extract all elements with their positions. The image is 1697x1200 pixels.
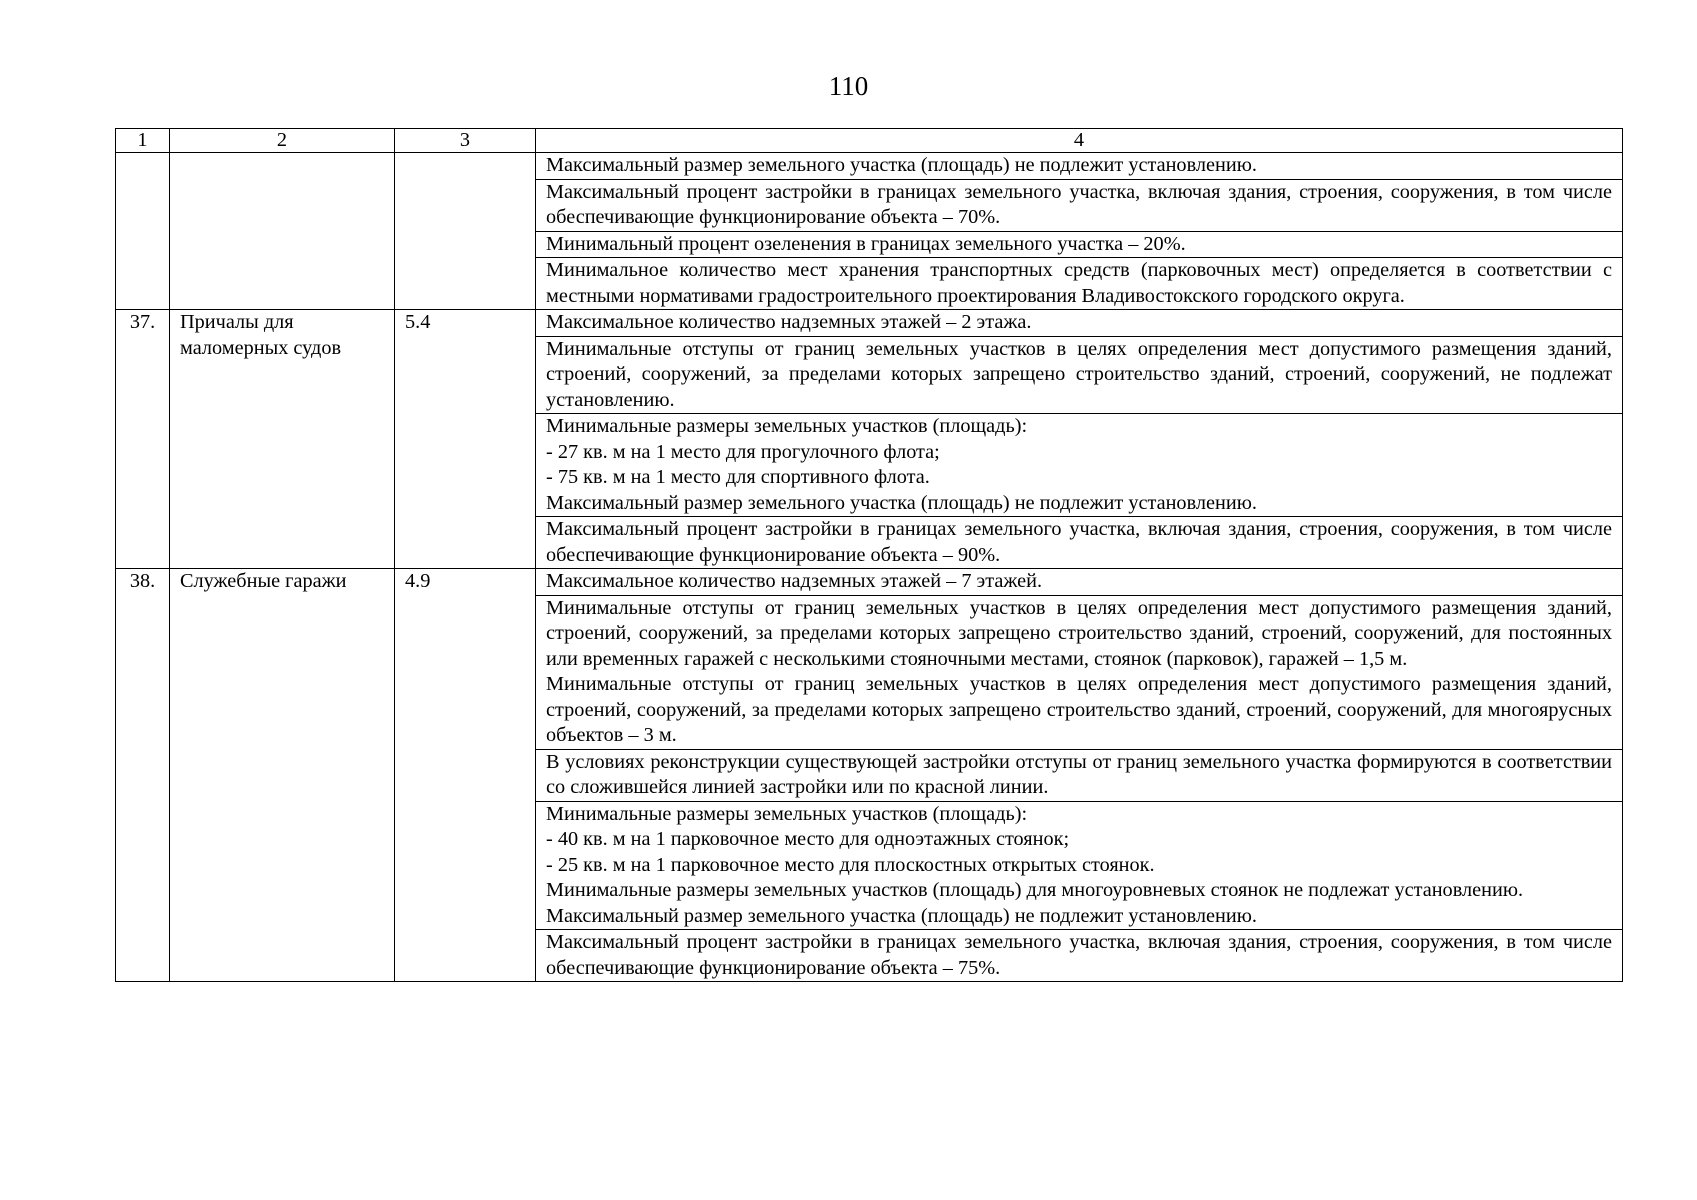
parameter-cell xyxy=(536,517,1623,569)
parameter-cell xyxy=(536,930,1623,982)
usage-type-cell: Причалы для маломерных судов xyxy=(170,310,395,569)
parameter-text: Максимальный процент застройки в границах земельного участка, включая здания, строения, сооружения, в том числе обеспечивающие функционирование объекта – 70%. xyxy=(546,180,1612,228)
header-col-3: 3 xyxy=(395,129,536,153)
table-row xyxy=(116,310,1623,337)
parameter-text: - 40 кв. м на 1 парковочное место для одноэтажных стоянок; xyxy=(546,828,1070,850)
parameter-cell xyxy=(536,153,1623,180)
parameter-cell xyxy=(536,749,1623,801)
parameter-text: - 25 кв. м на 1 парковочное место для плоскостных открытых стоянок. xyxy=(546,853,1155,876)
table-row xyxy=(116,569,1623,596)
parameter-text: Минимальные отступы от границ земельных участков в целях определения мест допустимого размещения зданий, строений, сооружений, за пределами которых запрещено строительство зданий, строений, сооружений, не подлежат установлению. xyxy=(546,337,1612,411)
parameter-text: Максимальный размер земельного участка (площадь) не подлежит установлению. xyxy=(546,154,1257,176)
parameter-text: Максимальный размер земельного участка (площадь) не подлежит установлению. xyxy=(546,904,1257,927)
header-col-2: 2 xyxy=(170,129,395,153)
parameter-cell xyxy=(536,231,1623,258)
parameter-text: Максимальное количество надземных этажей – 2 этажа. xyxy=(546,311,1032,333)
parameter-text: Максимальный процент застройки в границах земельного участка, включая здания, строения, сооружения, в том числе обеспечивающие функционирование объекта – 75%. xyxy=(546,931,1612,979)
parameter-text: Максимальное количество надземных этажей – 7 этажей. xyxy=(546,570,1043,592)
row-number-cell: 38. xyxy=(116,569,170,982)
usage-code-cell: 4.9 xyxy=(395,569,536,982)
usage-type-cell xyxy=(170,153,395,310)
table-body xyxy=(116,129,1623,982)
parameter-cell xyxy=(536,595,1623,749)
parameter-cell xyxy=(536,569,1623,596)
parameter-cell xyxy=(536,336,1623,414)
parameter-cell xyxy=(536,310,1623,337)
parameter-text: Минимальное количество мест хранения транспортных средств (парковочных мест) определяется в соответствии с местными нормативами градостроительного проектирования Владивостокского городского округа. xyxy=(546,259,1612,307)
row-number-cell xyxy=(116,153,170,310)
parameter-text: Минимальные размеры земельных участков (площадь): xyxy=(546,802,1028,825)
parameter-text: Максимальный размер земельного участка (площадь) не подлежит установлению. xyxy=(546,491,1257,514)
regulations-table xyxy=(115,128,1623,982)
parameter-cell xyxy=(536,258,1623,310)
parameter-text: В условиях реконструкции существующей застройки отступы от границ земельного участка формируются в соответствии со сложившейся линией застройки или по красной линии. xyxy=(546,750,1612,798)
usage-code-cell xyxy=(395,153,536,310)
header-col-4: 4 xyxy=(536,129,1623,153)
parameter-text: Минимальные отступы от границ земельных участков в целях определения мест допустимого размещения зданий, строений, сооружений, за пределами которых запрещено строительство зданий, строений, сооружений, для постоянных или временных гаражей с несколькими стояночными местами, стоянок (парковок), гаражей – 1,5 м. xyxy=(546,596,1612,670)
row-number-cell: 37. xyxy=(116,310,170,569)
parameter-cell xyxy=(536,179,1623,231)
parameter-text: Максимальный процент застройки в границах земельного участка, включая здания, строения, сооружения, в том числе обеспечивающие функционирование объекта – 90%. xyxy=(546,518,1612,566)
parameter-cell xyxy=(536,414,1623,517)
parameter-text: - 27 кв. м на 1 место для прогулочного флота; xyxy=(546,440,940,463)
table-header-row xyxy=(116,129,1623,153)
parameter-text: Минимальные размеры земельных участков (площадь) для многоуровневых стоянок не подлежат установлению. xyxy=(546,879,1524,901)
usage-code-cell: 5.4 xyxy=(395,310,536,569)
page-number: 110 xyxy=(828,71,869,101)
parameter-text: Минимальный процент озеленения в границах земельного участка – 20%. xyxy=(546,232,1186,255)
parameter-text: - 75 кв. м на 1 место для спортивного флота. xyxy=(546,466,930,488)
table-row xyxy=(116,153,1623,180)
header-col-1: 1 xyxy=(116,129,170,153)
parameter-cell xyxy=(536,801,1623,930)
parameter-text: Минимальные размеры земельных участков (площадь): xyxy=(546,415,1028,437)
usage-type-cell: Служебные гаражи xyxy=(170,569,395,982)
parameter-text: Минимальные отступы от границ земельных участков в целях определения мест допустимого размещения зданий, строений, сооружений, за пределами которых запрещено строительство зданий, строений, сооружений, для многоярусных объектов – 3 м. xyxy=(546,673,1612,746)
